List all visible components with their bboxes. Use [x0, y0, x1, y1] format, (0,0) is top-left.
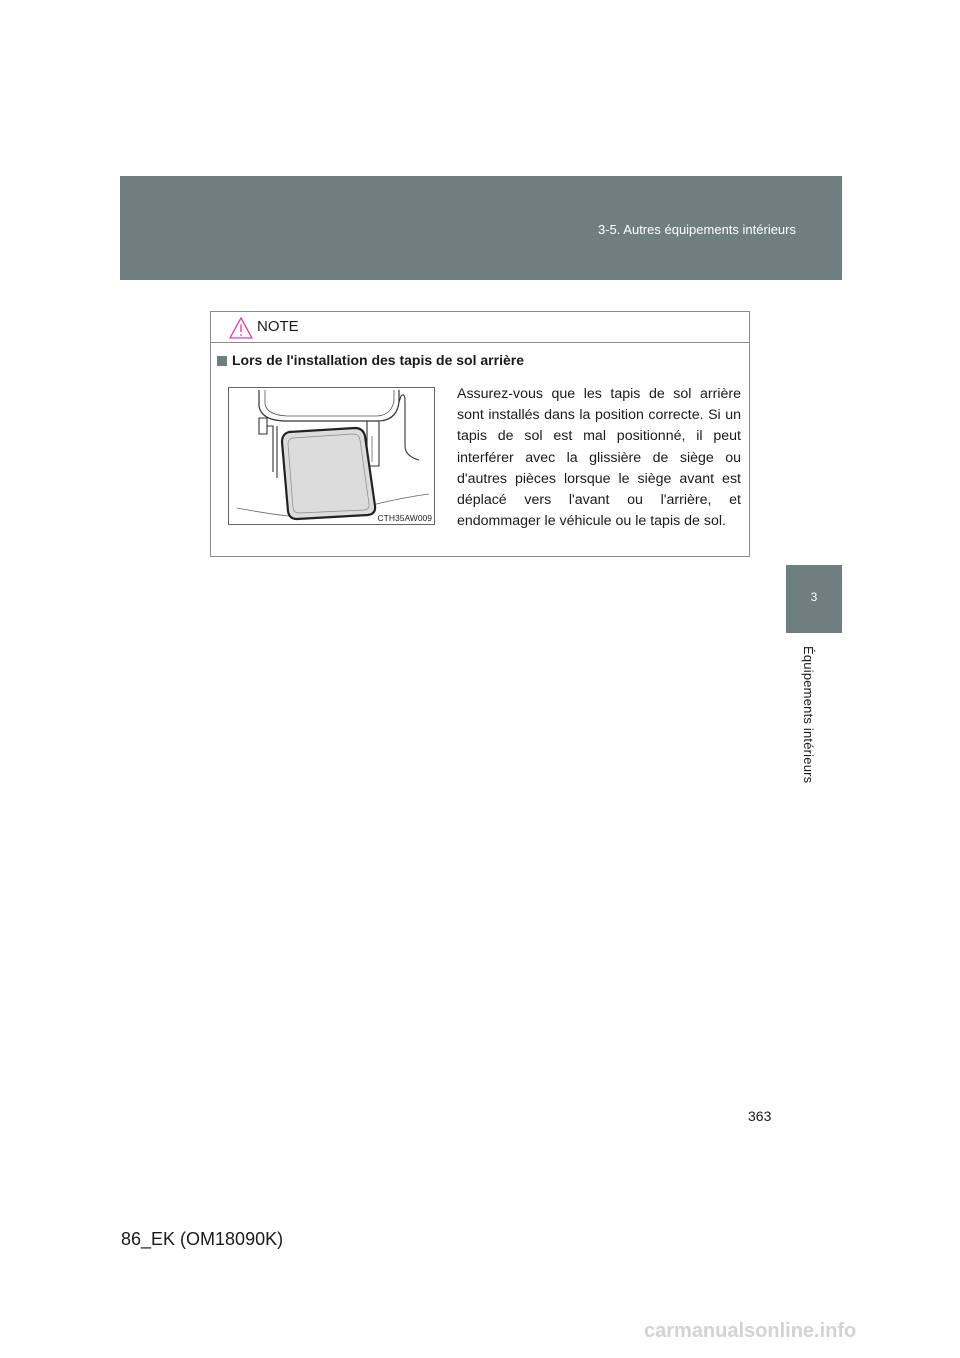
document-code: 86_EK (OM18090K)	[121, 1229, 284, 1249]
chapter-tab	[786, 565, 842, 633]
note-box	[210, 311, 750, 557]
chapter-label: Équipements intérieurs	[801, 646, 816, 784]
chapter-number: 3	[810, 590, 818, 604]
header-band	[120, 176, 842, 280]
watermark: carmanualsonline.info	[644, 1320, 857, 1342]
floor-mat-figure	[228, 387, 435, 525]
header-section-title: 3-5. Autres équipements intérieurs	[598, 222, 796, 237]
note-section-title	[217, 352, 524, 368]
figure-code: CTH35AW009	[377, 513, 432, 523]
floor-mat-illustration	[229, 388, 434, 524]
note-label: NOTE	[257, 318, 299, 335]
note-body-text: Assurez-vous que les tapis de sol arrière sont installés dans la position correcte. Si un tapis de sol est mal positionné, il peut interférer avec la glissière de siège ou d'autres pièces lorsque le siège avant est déplacé vers l'avant ou l'arrière, et endommager le véhicule ou le tapis de sol.	[457, 386, 741, 530]
square-bullet-icon	[217, 356, 227, 366]
note-section-title-text: Lors de l'installation des tapis de sol arrière	[232, 352, 524, 368]
note-header	[211, 312, 749, 343]
warning-triangle-icon	[228, 316, 254, 340]
page-number: 363	[748, 1108, 772, 1124]
